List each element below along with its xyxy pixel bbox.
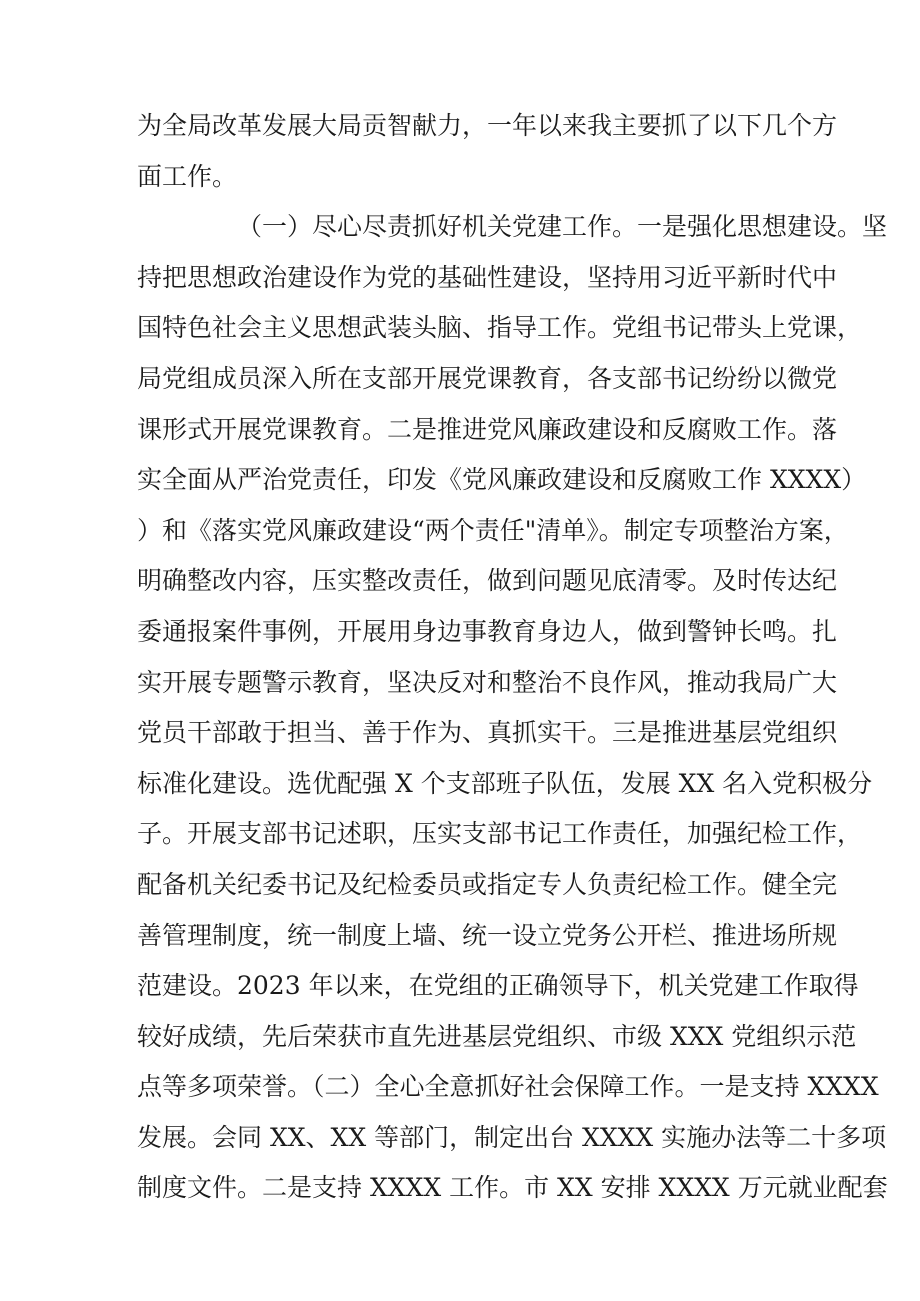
document-body [137, 101, 888, 1214]
text-line: 较好成绩，先后荣获市直先进基层党组织、市级 XXX 党组织示范 [137, 1021, 857, 1051]
text-line: 为全局改革发展大局贡智献力，一年以来我主要抓了以下几个方 [137, 111, 838, 140]
text-line: 点等多项荣誉。（二）全心全意抓好社会保障工作。一是支持 XXXX [137, 1072, 879, 1102]
text-line: 面工作。 [137, 161, 238, 191]
text-line: 局党组成员深入所在支部开展党课教育，各支部书记纷纷以微党 [137, 363, 838, 393]
text-line: 实全面从严治党责任，印发《党风廉政建设和反腐败工作 XXXX） [137, 465, 867, 495]
text-line: 范建设。2023 年以来，在党组的正确领导下，机关党建工作取得 [137, 971, 859, 1001]
text-line: 配备机关纪委书记及纪检委员或指定专人负责纪检工作。健全完 [137, 869, 838, 899]
text-line: 实开展专题警示教育，坚决反对和整治不良作风，推动我局广大 [137, 667, 838, 697]
text-line: 标准化建设。选优配强 X 个支部班子队伍，发展 XX 名入党积极分 [137, 768, 873, 798]
text-line: 制度文件。二是支持 XXXX 工作。市 XX 安排 XXXX 万元就业配套 [137, 1173, 888, 1203]
text-line: 善管理制度，统一制度上墙、统一设立党务公开栏、推进场所规 [137, 920, 838, 950]
text-line: 课形式开展党课教育。二是推进党风廉政建设和反腐败工作。落 [137, 414, 838, 444]
text-line: 明确整改内容，压实整改责任，做到问题见底清零。及时传达纪 [137, 566, 838, 596]
text-line: 国特色社会主义思想武装头脑、指导工作。党组书记带头上党课， [137, 313, 863, 343]
text-line: 持把思想政治建设作为党的基础性建设，坚持用习近平新时代中 [137, 262, 838, 292]
paragraph-start-line: （一）尽心尽责抓好机关党建工作。一是强化思想建设。坚 [237, 212, 888, 242]
text-line: ）和《落实党风廉政建设“两个责任"清单》。制定专项整治方案， [137, 515, 849, 545]
text-line: 子。开展支部书记述职，压实支部书记工作责任，加强纪检工作， [137, 819, 863, 849]
text-line: 党员干部敢于担当、善于作为、真抓实干。三是推进基层党组织 [137, 718, 838, 748]
text-line: 发展。会同 XX、XX 等部门，制定出台 XXXX 实施办法等二十多项 [137, 1122, 887, 1152]
text-line: 委通报案件事例，开展用身边事教育身边人，做到警钟长鸣。扎 [137, 616, 838, 646]
